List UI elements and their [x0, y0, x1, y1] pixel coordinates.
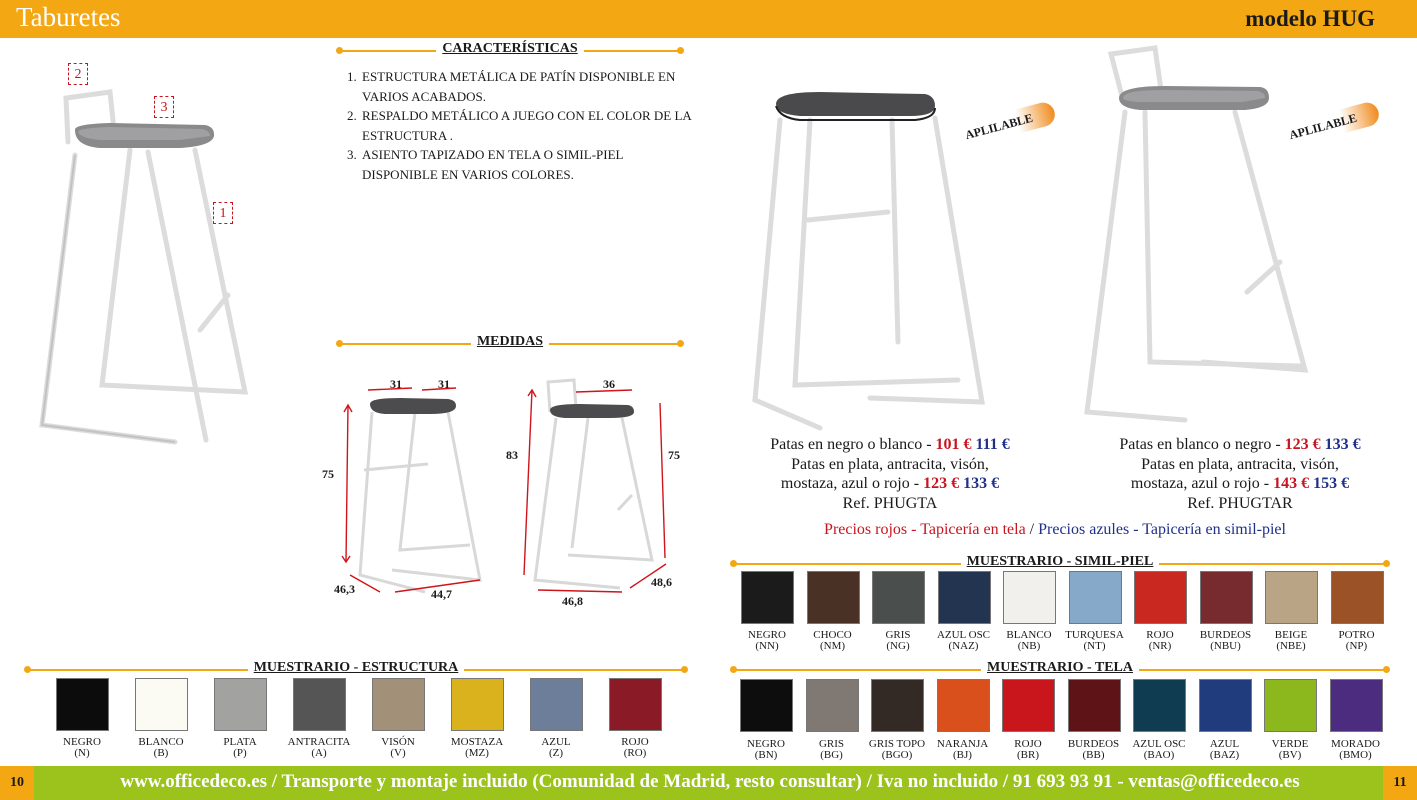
measure-d: 46,3	[334, 582, 355, 596]
legend-separator: /	[1025, 521, 1039, 538]
color-swatch	[938, 571, 991, 624]
color-swatch	[937, 679, 990, 732]
price-line-label: Patas en negro o blanco -	[770, 436, 936, 453]
swatch-code: (RO)	[623, 747, 647, 759]
swatch-code: (NBE)	[1276, 640, 1306, 652]
price-fabric: 143 €	[1273, 475, 1310, 493]
swatch-name: PLATA	[223, 736, 257, 748]
legend-red: Precios rojos - Tapicería en tela	[824, 521, 1026, 538]
swatch-label	[1316, 739, 1396, 761]
header-bar	[0, 0, 1417, 38]
callout-1: 1	[213, 202, 233, 224]
color-swatch	[609, 678, 662, 731]
model-title: modelo HUG	[1245, 6, 1375, 31]
swatch-code: (BB)	[1082, 749, 1105, 761]
measure-h-seat: 75	[668, 448, 680, 462]
swatch-code: (NN)	[755, 640, 779, 652]
callout-2: 2	[68, 63, 88, 85]
swatch-label	[200, 737, 280, 759]
color-swatch	[741, 571, 794, 624]
swatch-code: (BR)	[1017, 749, 1039, 761]
callout-3: 3	[154, 96, 174, 118]
measure-h-total: 83	[506, 448, 518, 462]
swatch-name: GRIS	[818, 738, 845, 750]
swatch-name: VERDE	[1271, 738, 1309, 750]
feature-item: 1. ESTRUCTURA METÁLICA DE PATÍN DISPONIBLE EN VARIOS ACABADOS.	[360, 67, 700, 106]
footer-text: www.officedeco.es / Transporte y montaje incluido (Comunidad de Madrid, resto consultar) / Iva no incluido / 91 693 93 91 - ventas@officedeco.es	[120, 771, 1300, 792]
swatch-name: BLANCO	[138, 736, 184, 748]
swatch-name: AZUL	[541, 736, 571, 748]
swatch-name: NEGRO	[747, 738, 785, 750]
measure-w1: 31	[390, 377, 402, 391]
stackable-badge-1: APLILABLE	[959, 100, 1058, 148]
price-line-label: mostaza, azul o rojo -	[780, 475, 924, 493]
feature-item: 2. RESPALDO METÁLICO A JUEGO CON EL COLOR DE LA ESTRUCTURA .	[360, 106, 700, 145]
swatch-name: NARANJA	[936, 738, 989, 750]
measure-d2: 48,6	[651, 575, 672, 589]
feature-item: 3. ASIENTO TAPIZADO EN TELA O SIMIL-PIEL DISPONIBLE EN VARIOS COLORES.	[360, 145, 700, 184]
color-swatch	[1265, 571, 1318, 624]
swatch-code: (BAO)	[1143, 749, 1175, 761]
measure-backstool-drawing	[510, 370, 685, 610]
swatch-label	[516, 737, 596, 759]
color-swatch	[135, 678, 188, 731]
price-legend	[730, 521, 1380, 539]
price-leather: 133 €	[963, 475, 1000, 493]
swatch-name: CHOCO	[813, 629, 852, 641]
swatch-name: BURDEOS	[1199, 629, 1252, 641]
swatch-code: (NP)	[1345, 640, 1368, 652]
product-ref: Ref. PHUGTAR	[1187, 494, 1293, 512]
color-swatch	[806, 679, 859, 732]
swatch-name: GRIS TOPO	[868, 738, 926, 750]
swatch-code: (BG)	[820, 749, 843, 761]
swatch-name: VISÓN	[381, 736, 415, 748]
measure-w: 44,7	[431, 587, 452, 601]
color-swatch	[214, 678, 267, 731]
swatch-code: (BJ)	[953, 749, 972, 761]
swatch-name: ROJO	[1146, 629, 1174, 641]
swatch-code: (NAZ)	[948, 640, 979, 652]
legend-blue: Precios azules - Tapicería en simil-piel	[1038, 521, 1286, 538]
swatch-name: ROJO	[1014, 738, 1042, 750]
color-swatch	[1330, 679, 1383, 732]
swatch-name: AZUL OSC	[936, 629, 991, 641]
color-swatch	[293, 678, 346, 731]
swatch-name: BEIGE	[1274, 629, 1308, 641]
swatch-code: (BN)	[754, 749, 778, 761]
swatch-name: BLANCO	[1006, 629, 1052, 641]
features-header	[339, 43, 681, 57]
stool-with-back-drawing	[30, 80, 270, 450]
swatch-name: AZUL OSC	[1132, 738, 1186, 750]
swatch-code: (MZ)	[465, 747, 489, 759]
product-2-pricing	[1080, 435, 1400, 513]
swatch-label	[121, 737, 201, 759]
swatch-code: (BMO)	[1339, 749, 1372, 761]
price-leather: 153 €	[1313, 475, 1350, 493]
price-line-label: Patas en blanco o negro -	[1119, 436, 1285, 453]
color-swatch	[530, 678, 583, 731]
price-fabric: 123 €	[1284, 436, 1321, 453]
color-swatch	[1200, 571, 1253, 624]
color-swatch	[871, 679, 924, 732]
swatch-code: (V)	[390, 747, 406, 759]
structure-title: MUESTRARIO - ESTRUCTURA	[248, 660, 465, 675]
color-swatch	[451, 678, 504, 731]
color-swatch	[1069, 571, 1122, 624]
swatch-code: (P)	[233, 747, 247, 759]
color-swatch	[1003, 571, 1056, 624]
color-swatch	[1068, 679, 1121, 732]
swatch-label	[279, 737, 359, 759]
measures-title: MEDIDAS	[471, 334, 549, 349]
color-swatch	[740, 679, 793, 732]
swatch-label	[595, 737, 675, 759]
swatch-code: (NB)	[1017, 640, 1041, 652]
swatch-code: (N)	[74, 747, 90, 759]
tela-header	[733, 662, 1387, 676]
color-swatch	[807, 571, 860, 624]
product-ref: Ref. PHUGTA	[842, 494, 938, 512]
swatch-name: MORADO	[1331, 738, 1380, 750]
price-line-label: Patas en plata, antracita, visón,	[791, 455, 989, 473]
price-leather: 111 €	[975, 436, 1010, 453]
stackable-badge-2: APLILABLE	[1283, 100, 1382, 148]
product-backstool-photo	[1075, 40, 1335, 430]
simil-title: MUESTRARIO - SIMIL-PIEL	[961, 554, 1160, 569]
swatch-name: TURQUESA	[1065, 629, 1124, 641]
measure-w2b: 46,8	[562, 594, 583, 608]
swatch-label	[437, 737, 517, 759]
swatch-name: ANTRACITA	[287, 736, 351, 748]
measure-h: 75	[322, 467, 334, 481]
color-swatch	[1002, 679, 1055, 732]
page-number-left: 10	[0, 766, 34, 800]
swatch-name: MOSTAZA	[450, 736, 504, 748]
swatch-label	[1317, 630, 1397, 652]
swatch-code: (NM)	[819, 640, 846, 652]
structure-header	[27, 662, 685, 676]
product-1-pricing	[730, 435, 1050, 513]
price-line-label: mostaza, azul o rojo -	[1130, 475, 1274, 493]
page-number-right: 11	[1383, 766, 1417, 800]
color-swatch	[1134, 571, 1187, 624]
swatch-name: NEGRO	[63, 736, 101, 748]
measures-header	[339, 336, 681, 350]
swatch-code: (NR)	[1148, 640, 1172, 652]
measure-w2: 31	[438, 377, 450, 391]
swatch-code: (NT)	[1083, 640, 1106, 652]
color-swatch	[1264, 679, 1317, 732]
color-swatch	[1331, 571, 1384, 624]
swatch-name: NEGRO	[748, 629, 786, 641]
price-line-label: Patas en plata, antracita, visón,	[1141, 455, 1339, 473]
swatch-name: ROJO	[621, 736, 649, 748]
features-title: CARACTERÍSTICAS	[436, 41, 583, 56]
simil-header	[733, 556, 1387, 570]
swatch-code: (BAZ)	[1209, 749, 1240, 761]
swatch-name: POTRO	[1338, 629, 1375, 641]
swatch-code: (BGO)	[881, 749, 913, 761]
color-swatch	[872, 571, 925, 624]
swatch-code: (BV)	[1278, 749, 1302, 761]
price-fabric: 123 €	[923, 475, 960, 493]
section-title: Taburetes	[16, 2, 121, 32]
swatch-code: (A)	[311, 747, 327, 759]
swatch-label	[42, 737, 122, 759]
color-swatch	[1133, 679, 1186, 732]
color-swatch	[56, 678, 109, 731]
price-fabric: 101 €	[935, 436, 972, 453]
swatch-code: (NG)	[886, 640, 910, 652]
swatch-name: AZUL	[1209, 738, 1240, 750]
swatch-name: BURDEOS	[1067, 738, 1120, 750]
color-swatch	[1199, 679, 1252, 732]
color-swatch	[372, 678, 425, 731]
measure-stool-drawing	[330, 370, 500, 610]
swatch-name: GRIS	[885, 629, 911, 641]
features-list	[342, 67, 700, 185]
swatch-label	[358, 737, 438, 759]
swatch-code: (NBU)	[1210, 640, 1241, 652]
tela-title: MUESTRARIO - TELA	[981, 660, 1139, 675]
measure-top: 36	[603, 377, 615, 391]
price-leather: 133 €	[1324, 436, 1361, 453]
swatch-code: (B)	[153, 747, 169, 759]
swatch-code: (Z)	[548, 747, 564, 759]
